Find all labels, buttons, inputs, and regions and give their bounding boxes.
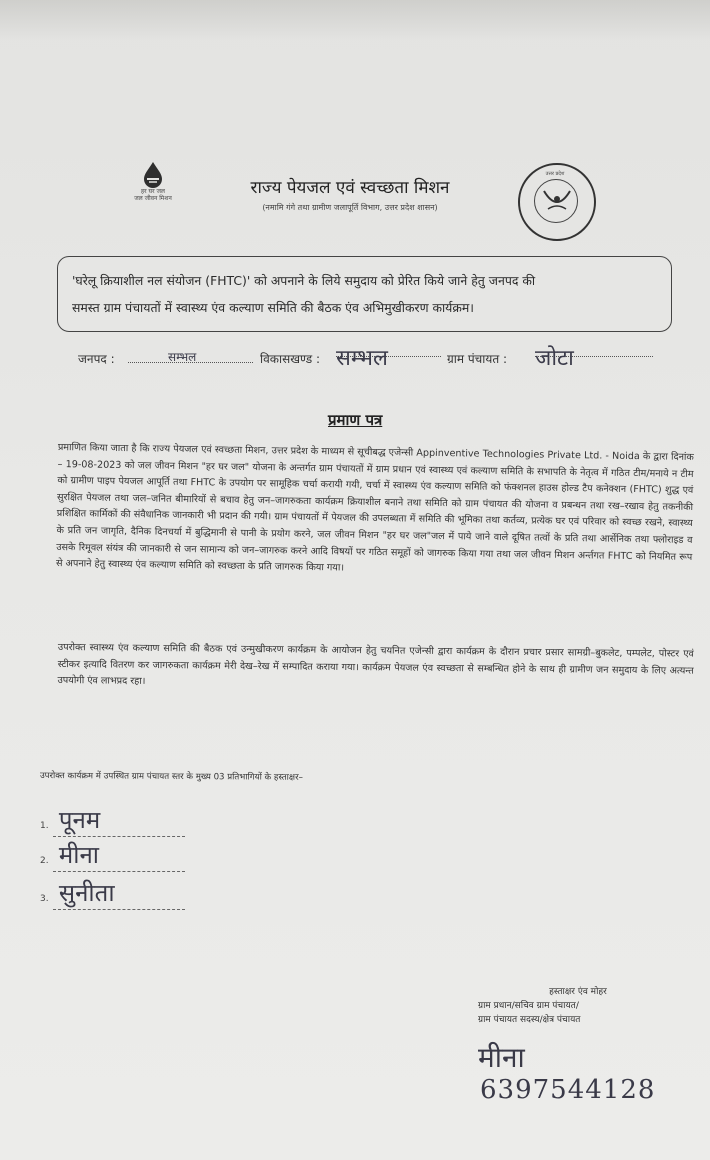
program-line-1: 'घरेलू क्रियाशील नल संयोजन (FHTC)' को अपनाने के लिये समुदाय को प्रेरित किये जाने हेतु जनपद की — [72, 273, 536, 288]
up-state-seal — [518, 163, 596, 241]
vikaskhand-value — [336, 342, 441, 371]
authority-signature-block — [478, 985, 678, 1027]
sign-designation-2: ग्राम पंचायत सदस्य/क्षेत्र पंचायत — [478, 1015, 581, 1025]
gram-panchayat-label: ग्राम पंचायत : — [447, 352, 508, 366]
handwritten-phone-number: 6397544128 — [480, 1075, 656, 1105]
gram-panchayat-value — [535, 342, 653, 371]
janpad-value — [128, 348, 253, 363]
mission-subtitle: (नमामि गंगे तथा ग्रामीण जलापूर्ति विभाग, उत्तर प्रदेश शासन) — [262, 203, 438, 212]
sign-designation-1: ग्राम प्रधान/सचिव ग्राम पंचायत/ — [478, 1001, 579, 1011]
mission-title: राज्य पेयजल एवं स्वच्छता मिशन — [250, 178, 450, 198]
participant-3-signature: सुनीता — [53, 876, 185, 910]
program-title-box — [57, 256, 672, 332]
vikaskhand-label: विकासखण्ड : — [260, 352, 321, 366]
participant-2 — [40, 838, 185, 872]
body-paragraph-2: उपरोक्त स्वास्थ्य एंव कल्याण समिति की बैठक एवं उन्मुखीकरण कार्यक्रम के आयोजन हेतु चयनित एजेन्सी द्वारा कार्यक्रम के दौरान प्रचार प्रसार सामग्री–बुकलेट, पम्पलेट, पोस्टर एवं स्टीकर इत्यादि वितरण कर जागरुकता कार्यक्रम मेरी देख–रेख में सम्पादित कराया गया। कार्यक्रम पेयजल एंव स्वच्छता से सम्बन्धित होने के साथ ही ग्रामीण जन समुदाय के लिए अत्यन्त उपयोगी एंव लाभप्रद रहा। — [57, 641, 694, 688]
participant-1-number: 1. — [40, 821, 49, 831]
gram-panchayat-value-text: जोटा — [535, 346, 574, 371]
janpad-value-text: सम्भल — [168, 350, 197, 364]
certificate-heading: प्रमाण पत्र — [328, 411, 383, 429]
header — [190, 175, 510, 213]
janpad-label: जनपद : — [78, 352, 115, 366]
vikaskhand-value-text: सम्भल — [336, 346, 388, 371]
participant-3-number: 3. — [40, 894, 49, 904]
jal-jeevan-logo — [128, 160, 178, 218]
participants-intro: उपरोक्त कार्यक्रम में उपस्थित ग्राम पंचायत स्तर के मुख्य 03 प्रतिभागियों के हस्ताक्षर– — [39, 771, 303, 783]
body-paragraph-1: प्रमाणित किया जाता है कि राज्य पेयजल एवं स्वच्छता मिशन, उत्तर प्रदेश के माध्यम से सूचीबद्ध एजेन्सी Appinventive Technologies Private Ltd. - Noida के द्वारा दिनांक – 19-08-2023 को जल जीवन मिशन "हर घर जल" योजना के अन्तर्गत ग्राम पंचायतों में ग्राम प्रधान एवं स्वास्थ्य एवं कल्याण समिति के सभापति के नेतृत्व में गठित टीम/मनाये न टीम को ग्रामीण पाइप पेयजल आपूर्ति तथा FHTC के उपयोग पर सामूहिक चर्चा करायी गयी, चर्चा में स्वास्थ्य एंव कल्याण समिति को फंक्शनल हाउस होल्ड टैप कनेक्शन (FHTC) शुद्ध एवं सुरक्षित पेयजल तथा जल–जनित बीमारियों से बचाव हेतु जन–जागरुकता कार्यक्रम क्रियाशील बनाने तथा समिति को ग्राम पंचायत की योजना व प्रबन्धन तथा रख–रखाव हेतु तकनीकी प्रशिक्षित कार्मिकों की संवैधानिक जानकारी भी प्रदान की गयी। ग्राम पंचायतों में पेयजल की उपलब्धता में समिति की भूमिका तथा कर्तव्य, प्रत्येक घर एवं परिवार को स्वच्छ रखने, स्वास्थ्य के प्रति जन जागृति, दैनिक दिनचर्या में बुद्धिमानी से पानी के प्रयोग करने, जल जीवन मिशन "हर घर जल"जल में पाये जाने वाले दूषित तत्वों के प्रति तथा आर्सेनिक तथा फ्लोराइड व उसके रिमूवल संयंत्र की जानकारी से जन सामान्य को जन–जागरुक करने आदि विषयों पर गठित समूहों को जागरुक किया गया तथा जल जीवन मिशन अर्न्तगत FHTC को नियमित रूप से अपनाने हेतु स्वास्थ्य एंव कल्याण समिति को स्वच्छता के प्रति जागरुक किया गया। — [55, 441, 694, 574]
participant-2-signature: मीना — [53, 838, 185, 872]
participant-1 — [40, 803, 185, 837]
program-line-2: समस्त ग्राम पंचायतों में स्वास्थ्य एंव कल्याण समिति की बैठक एंव अभिमुखीकरण कार्यक्रम। — [72, 300, 474, 315]
authority-signature: मीना — [478, 1041, 525, 1074]
participant-3 — [40, 876, 185, 910]
sign-stamp-label: हस्ताक्षर एंव मोहर — [549, 987, 607, 997]
water-drop-icon — [139, 160, 167, 188]
logo-caption: हर घर जल जल जीवन मिशन — [134, 188, 172, 202]
fish-bow-emblem-icon — [540, 187, 574, 217]
participant-2-number: 2. — [40, 856, 49, 866]
fold-shadow — [0, 0, 710, 40]
seal-text: उत्तर प्रदेश — [545, 171, 565, 177]
participant-1-signature: पूनम — [53, 803, 185, 837]
